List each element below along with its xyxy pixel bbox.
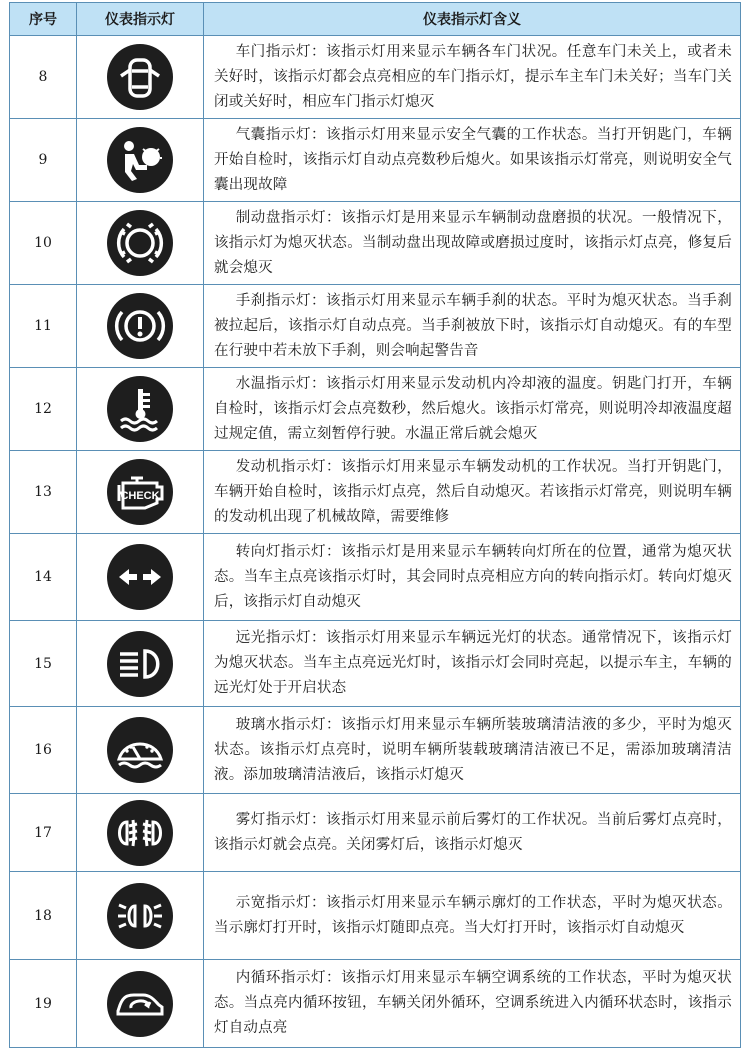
row-description: 水温指示灯：该指示灯用来显示发动机内冷却液的温度。钥匙门打开，车辆自检时，该指示灯会点亮数秒，然后熄火。该指示灯常亮，则说明冷却液温度超过规定值，需立刻暂停行驶。水温正常后就会熄灭 (204, 368, 741, 451)
air-recirculation-icon (107, 971, 173, 1037)
high-beam-icon (107, 631, 173, 697)
table-row (10, 36, 741, 119)
table-row (10, 960, 741, 1048)
table-row (10, 368, 741, 451)
header-number: 序号 (10, 3, 77, 36)
row-description: 示宽指示灯：该指示灯用来显示车辆示廓灯的工作状态，平时为熄灭状态。当示廓灯打开时，该指示灯随即点亮。当大灯打开时，该指示灯自动熄灭 (204, 872, 741, 960)
row-number: 11 (10, 285, 77, 368)
table-header-row (10, 3, 741, 36)
svg-text:CHECK: CHECK (120, 490, 160, 502)
table-row (10, 707, 741, 794)
row-number: 8 (10, 36, 77, 119)
row-number: 14 (10, 534, 77, 621)
row-number: 9 (10, 119, 77, 202)
table-row (10, 285, 741, 368)
row-description: 车门指示灯：该指示灯用来显示车辆各车门状况。任意车门未关上，或者未关好时，该指示灯都会点亮相应的车门指示灯，提示车主车门未关好；当车门关闭或关好时，相应车门指示灯熄灭 (204, 36, 741, 119)
row-description: 玻璃水指示灯：该指示灯用来显示车辆所装玻璃清洁液的多少，平时为熄灭状态。该指示灯点亮时，说明车辆所装载玻璃清洁液已不足，需添加玻璃清洁液。添加玻璃清洁液后，该指示灯熄灭 (204, 707, 741, 794)
row-description: 远光指示灯：该指示灯用来显示车辆远光灯的状态。通常情况下，该指示灯为熄灭状态。当车主点亮远光灯时，该指示灯会同时亮起，以提示车主，车辆的远光灯处于开启状态 (204, 621, 741, 707)
table-row (10, 534, 741, 621)
brake-disc-icon (107, 210, 173, 276)
header-icon: 仪表指示灯 (77, 3, 204, 36)
header-meaning: 仪表指示灯含义 (204, 3, 741, 36)
row-description: 内循环指示灯：该指示灯用来显示车辆空调系统的工作状态，平时为熄灭状态。当点亮内循环按钮，车辆关闭外循环，空调系统进入内循环状态时，该指示灯自动点亮 (204, 960, 741, 1048)
row-number: 16 (10, 707, 77, 794)
row-description: 雾灯指示灯：该指示灯用来显示前后雾灯的工作状况。当前后雾灯点亮时，该指示灯就会点亮。关闭雾灯后，该指示灯熄灭 (204, 794, 741, 872)
washer-fluid-icon (107, 717, 173, 783)
car-door-icon (107, 44, 173, 110)
fog-light-icon (107, 800, 173, 866)
check-engine-icon (107, 459, 173, 525)
table-row (10, 872, 741, 960)
row-number: 17 (10, 794, 77, 872)
row-description: 制动盘指示灯：该指示灯是用来显示车辆制动盘磨损的状况。一般情况下，该指示灯为熄灭状态。当制动盘出现故障或磨损过度时，该指示灯点亮，修复后就会熄灭 (204, 202, 741, 285)
table-row (10, 794, 741, 872)
airbag-icon (107, 127, 173, 193)
row-description: 气囊指示灯：该指示灯用来显示安全气囊的工作状态。当打开钥匙门，车辆开始自检时，该指示灯自动点亮数秒后熄火。如果该指示灯常亮，则说明安全气囊出现故障 (204, 119, 741, 202)
row-number: 15 (10, 621, 77, 707)
table-row (10, 621, 741, 707)
row-number: 18 (10, 872, 77, 960)
table-row (10, 119, 741, 202)
table-row (10, 202, 741, 285)
row-description: 发动机指示灯：该指示灯用来显示车辆发动机的工作状况。当打开钥匙门，车辆开始自检时，该指示灯点亮，然后自动熄灭。若该指示灯常亮，则说明车辆的发动机出现了机械故障，需要维修 (204, 451, 741, 534)
row-number: 10 (10, 202, 77, 285)
handbrake-icon (107, 293, 173, 359)
table-row (10, 451, 741, 534)
row-description: 手刹指示灯：该指示灯用来显示车辆手刹的状态。平时为熄灭状态。当手刹被拉起后，该指示灯自动点亮。当手刹被放下时，该指示灯自动熄灭。有的车型在行驶中若未放下手刹，则会响起警告音 (204, 285, 741, 368)
row-number: 13 (10, 451, 77, 534)
indicator-table (9, 2, 741, 1048)
row-number: 12 (10, 368, 77, 451)
row-description: 转向灯指示灯：该指示灯是用来显示车辆转向灯所在的位置，通常为熄灭状态。当车主点亮该指示灯时，其会同时点亮相应方向的转向指示灯。转向灯熄灭后，该指示灯自动熄灭 (204, 534, 741, 621)
position-light-icon (107, 883, 173, 949)
turn-signal-icon (107, 544, 173, 610)
coolant-temp-icon (107, 376, 173, 442)
row-number: 19 (10, 960, 77, 1048)
